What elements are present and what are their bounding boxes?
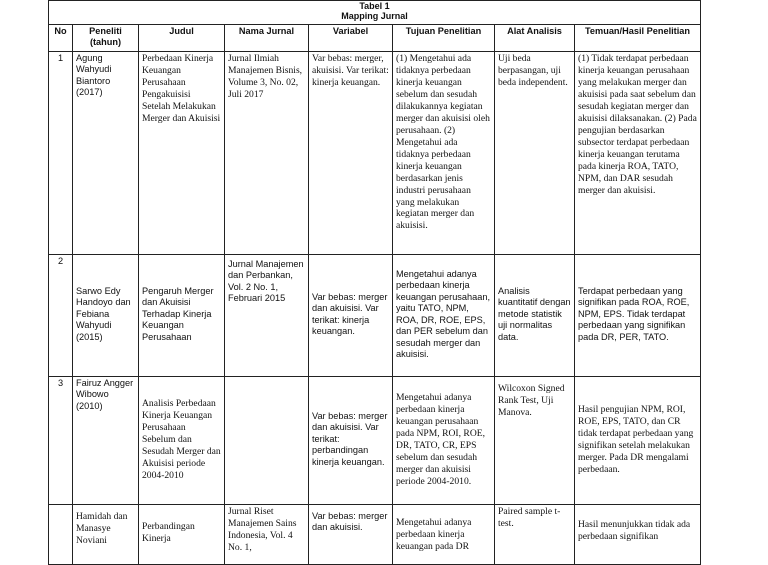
header-tujuan: Tujuan Penelitian: [393, 24, 495, 51]
table-caption-title: Mapping Jurnal: [341, 11, 408, 22]
cell-variabel: Var bebas: merger, akuisisi. Var terikat: kinerja keuangan.: [309, 51, 393, 254]
cell-judul: Pengaruh Merger dan Akuisisi Terhadap Kinerja Keuangan Perusahaan: [139, 254, 225, 376]
header-variabel: Variabel: [309, 24, 393, 51]
caption-row: [49, 1, 701, 25]
table-row: [49, 504, 701, 564]
table-caption: [49, 1, 701, 25]
cell-nama-jurnal: Jurnal Manajemen dan Perbankan, Vol. 2 No. 1, Februari 2015: [225, 254, 309, 376]
cell-nama-jurnal: Jurnal Ilmiah Manajemen Bisnis, Volume 3, No. 02, Juli 2017: [225, 51, 309, 254]
cell-alat: Analisis kuantitatif dengan metode statistik uji normalitas data.: [495, 254, 575, 376]
cell-judul: Analisis Perbedaan Kinerja Keuangan Perusahaan Sebelum dan Sesudah Merger dan Akuisisi periode 2004-2010: [139, 376, 225, 504]
header-row: [49, 24, 701, 51]
cell-temuan: Hasil menunjukkan tidak ada perbedaan signifikan: [575, 504, 701, 564]
cell-temuan: Hasil pengujian NPM, ROI, ROE, EPS, TATO, dan CR tidak terdapat perbedaan yang signifikan setelah melakukan merger. Pada DR mengalami perbedaan.: [575, 376, 701, 504]
header-nama-jurnal: Nama Jurnal: [225, 24, 309, 51]
row-number: [49, 504, 73, 564]
header-no: No: [49, 24, 73, 51]
cell-nama-jurnal: [225, 376, 309, 504]
cell-tujuan: Mengetahui adanya perbedaan kinerja keuangan perusahaan, yaitu TATO, NPM, ROA, DR, ROE, EPS, dan PER sebelum dan sesudah merger dan akuisisi.: [393, 254, 495, 376]
cell-nama-jurnal: Jurnal Riset Manajemen Sains Indonesia, Vol. 4 No. 1,: [225, 504, 309, 564]
cell-variabel: Var bebas: merger dan akuisisi.: [309, 504, 393, 564]
table-row: [49, 51, 701, 254]
header-judul: Judul: [139, 24, 225, 51]
cell-tujuan: Mengetahui adanya perbedaan kinerja keuangan pada DR: [393, 504, 495, 564]
cell-tujuan: Mengetahui adanya perbedaan kinerja keuangan perusahaan pada NPM, ROI, ROE, DR, TATO, CR, EPS sebelum dan sesudah merger dan akuisisi periode 2004-2010.: [393, 376, 495, 504]
header-alat: Alat Analisis: [495, 24, 575, 51]
mapping-table: [48, 0, 701, 565]
cell-alat: Paired sample t-test.: [495, 504, 575, 564]
cell-peneliti: Fairuz Angger Wibowo (2010): [73, 376, 139, 504]
row-number: 2: [49, 254, 73, 376]
table-caption-number: Tabel 1: [359, 1, 390, 11]
row-number: 3: [49, 376, 73, 504]
table-row: [49, 254, 701, 376]
cell-alat: Wilcoxon Signed Rank Test, Uji Manova.: [495, 376, 575, 504]
cell-temuan: Terdapat perbedaan yang signifikan pada ROA, ROE, NPM, EPS. Tidak terdapat perbedaan yang signifikan pada DR, PER, TATO.: [575, 254, 701, 376]
cell-judul: Perbedaan Kinerja Keuangan Perusahaan Pengakuisisi Setelah Melakukan Merger dan Akuisisi: [139, 51, 225, 254]
cell-alat: Uji beda berpasangan, uji beda independent.: [495, 51, 575, 254]
cell-variabel: Var bebas: merger dan akuisisi. Var terikat: kinerja keuangan.: [309, 254, 393, 376]
cell-judul: Perbandingan Kinerja: [139, 504, 225, 564]
cell-tujuan: (1) Mengetahui ada tidaknya perbedaan kinerja keuangan sebelum dan sesudah dilakukannya kegiatan merger dan akuisisi oleh perusahaan. (2) Mengetahui ada tidaknya perbedaan kinerja keuangan berdasarkan jenis industri perusahaan yang melakukan kegiatan merger dan akuisisi.: [393, 51, 495, 254]
cell-variabel: Var bebas: merger dan akuisisi. Var terikat: perbandingan kinerja keuangan.: [309, 376, 393, 504]
header-temuan: Temuan/Hasil Penelitian: [575, 24, 701, 51]
cell-temuan: (1) Tidak terdapat perbedaan kinerja keuangan perusahaan yang melakukan merger dan akuisisi pada saat sebelum dan sesudah kegiatan merger dan akuisisi dilaksanakan. (2) Pada pengujian berdasarkan subsector terdapat perbedaan kinerja keuangan terutama pada kinerja ROA, TATO, NPM, dan DAR sesudah merger dan akuisisi.: [575, 51, 701, 254]
cell-peneliti: Agung Wahyudi Biantoro (2017): [73, 51, 139, 254]
table-row: [49, 376, 701, 504]
row-number: 1: [49, 51, 73, 254]
cell-peneliti: Hamidah dan Manasye Noviani: [73, 504, 139, 564]
header-peneliti: Peneliti (tahun): [73, 24, 139, 51]
cell-peneliti: Sarwo Edy Handoyo dan Febiana Wahyudi (2015): [73, 254, 139, 376]
